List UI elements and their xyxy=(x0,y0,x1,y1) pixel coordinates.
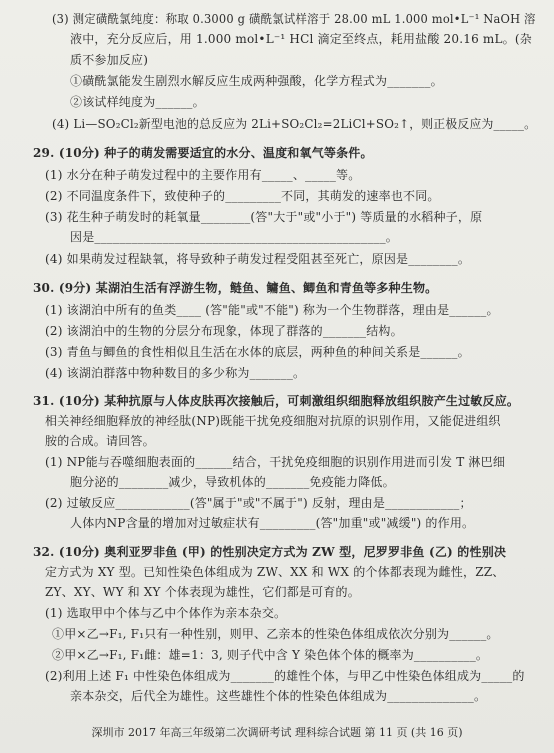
text-line-28: (1) 选取甲中个体与乙中个体作为亲本杂交。 xyxy=(45,606,287,620)
text-line-11: 因是_______________________________________________。 xyxy=(70,230,399,244)
text-line-24: 人体内NP含量的增加对过敏症状有_________(答"加重"或"减缓") 的作用。 xyxy=(70,516,475,530)
text-line-30: ②甲×乙→F₁, F₁雌：雄=1：3, 则子代中含 Y 染色体个体的概率为__________。 xyxy=(52,648,489,662)
text-line-31: (2)利用上述 F₁ 中性染色体组成为_______的雄性个体，与甲乙中性染色体组成为_____的 xyxy=(45,669,525,683)
page-footer: 深圳市 2017 年高三年级第二次调研考试 理科综合试题 第 11 页 (共 16 页) xyxy=(91,726,463,739)
text-line-23: (2) 过敏反应____________(答"属于"或"不属于") 反射，理由是____________； xyxy=(45,496,472,510)
text-line-21: (1) NP能与吞噬细胞表面的______结合，干扰免疫细胞的识别作用进而引发 T 淋巴细 xyxy=(45,455,506,469)
text-line-32: 亲本杂交，后代全为雄性。这些雄性个体的性染色体组成为______________。 xyxy=(70,689,487,703)
text-line-20: 胺的合成。请回答。 xyxy=(45,434,155,448)
text-line-2: 液中，充分反应后，用 1.000 mol•L⁻¹ HCl 滴定至终点，耗用盐酸 20.16 mL。(杂 xyxy=(70,32,532,46)
text-line-29: ①甲×乙→F₁, F₁只有一种性别，则甲、乙亲本的性染色体组成依次分别为______。 xyxy=(52,627,499,641)
text-line-27: ZY、XY、WY 和 XY 个体表现为雄性，它们都是可育的。 xyxy=(45,585,360,599)
text-line-3: 质不参加反应) xyxy=(70,53,149,67)
text-line-14: (1) 该湖泊中所有的鱼类____ (答"能"或"不能") 称为一个生物群落，理由是______。 xyxy=(45,303,499,317)
text-line-25: 32. (10分) 奥利亚罗非鱼 (甲) 的性别决定方式为 ZW 型，尼罗罗非鱼 (乙) 的性别决 xyxy=(33,545,507,559)
text-line-10: (3) 花生种子萌发时的耗氧量________(答"大于"或"小于") 等质量的水稻种子，原 xyxy=(45,210,483,224)
text-line-12: (4) 如果萌发过程缺氧，将导致种子萌发过程受阻甚至死亡，原因是________。 xyxy=(45,252,471,266)
text-line-16: (3) 青鱼与鲫鱼的食性相似且生活在水体的底层，两种鱼的种间关系是______。 xyxy=(45,345,470,359)
text-line-1: (3) 测定磺酰氯纯度：称取 0.3000 g 磺酰氯试样溶于 28.00 mL 1.000 mol•L⁻¹ NaOH 溶 xyxy=(52,12,536,26)
text-line-6: (4) Li—SO₂Cl₂新型电池的总反应为 2Li+SO₂Cl₂=2LiCl+SO₂↑，则正极反应为_____。 xyxy=(52,117,537,131)
text-line-8: (1) 水分在种子萌发过程中的主要作用有_____、_____等。 xyxy=(45,168,361,182)
text-line-4: ①磺酰氯能发生剧烈水解反应生成两种强酸，化学方程式为_______。 xyxy=(70,74,443,88)
text-line-13: 30. (9分) 某湖泊生活有浮游生物，鲢鱼、鳙鱼、鲫鱼和青鱼等多种生物。 xyxy=(33,281,438,295)
text-line-17: (4) 该湖泊群落中物种数目的多少称为_______。 xyxy=(45,366,306,380)
text-line-5: ②该试样纯度为______。 xyxy=(70,95,205,109)
text-line-18: 31. (10分) 某种抗原与人体皮肤再次接触后，可刺激组织细胞释放组织胺产生过敏反应。 xyxy=(33,394,520,408)
text-line-15: (2) 该湖泊中的生物的分层分布现象，体现了群落的_______结构。 xyxy=(45,324,403,338)
text-line-22: 胞分泌的________减少，导致机体的_______免疫能力降低。 xyxy=(70,475,395,489)
text-line-9: (2) 不同温度条件下，致使种子的_________不同，其萌发的速率也不同。 xyxy=(45,189,440,203)
text-line-19: 相关神经细胞释放的神经肽(NP)既能干扰免疫细胞对抗原的识别作用，又能促进组织 xyxy=(45,414,501,428)
text-line-26: 定方式为 XY 型。已知性染色体组成为 ZW、XX 和 WX 的个体都表现为雌性，ZZ、 xyxy=(45,565,505,579)
text-line-7: 29. (10分) 种子的萌发需要适宜的水分、温度和氧气等条件。 xyxy=(33,146,373,160)
